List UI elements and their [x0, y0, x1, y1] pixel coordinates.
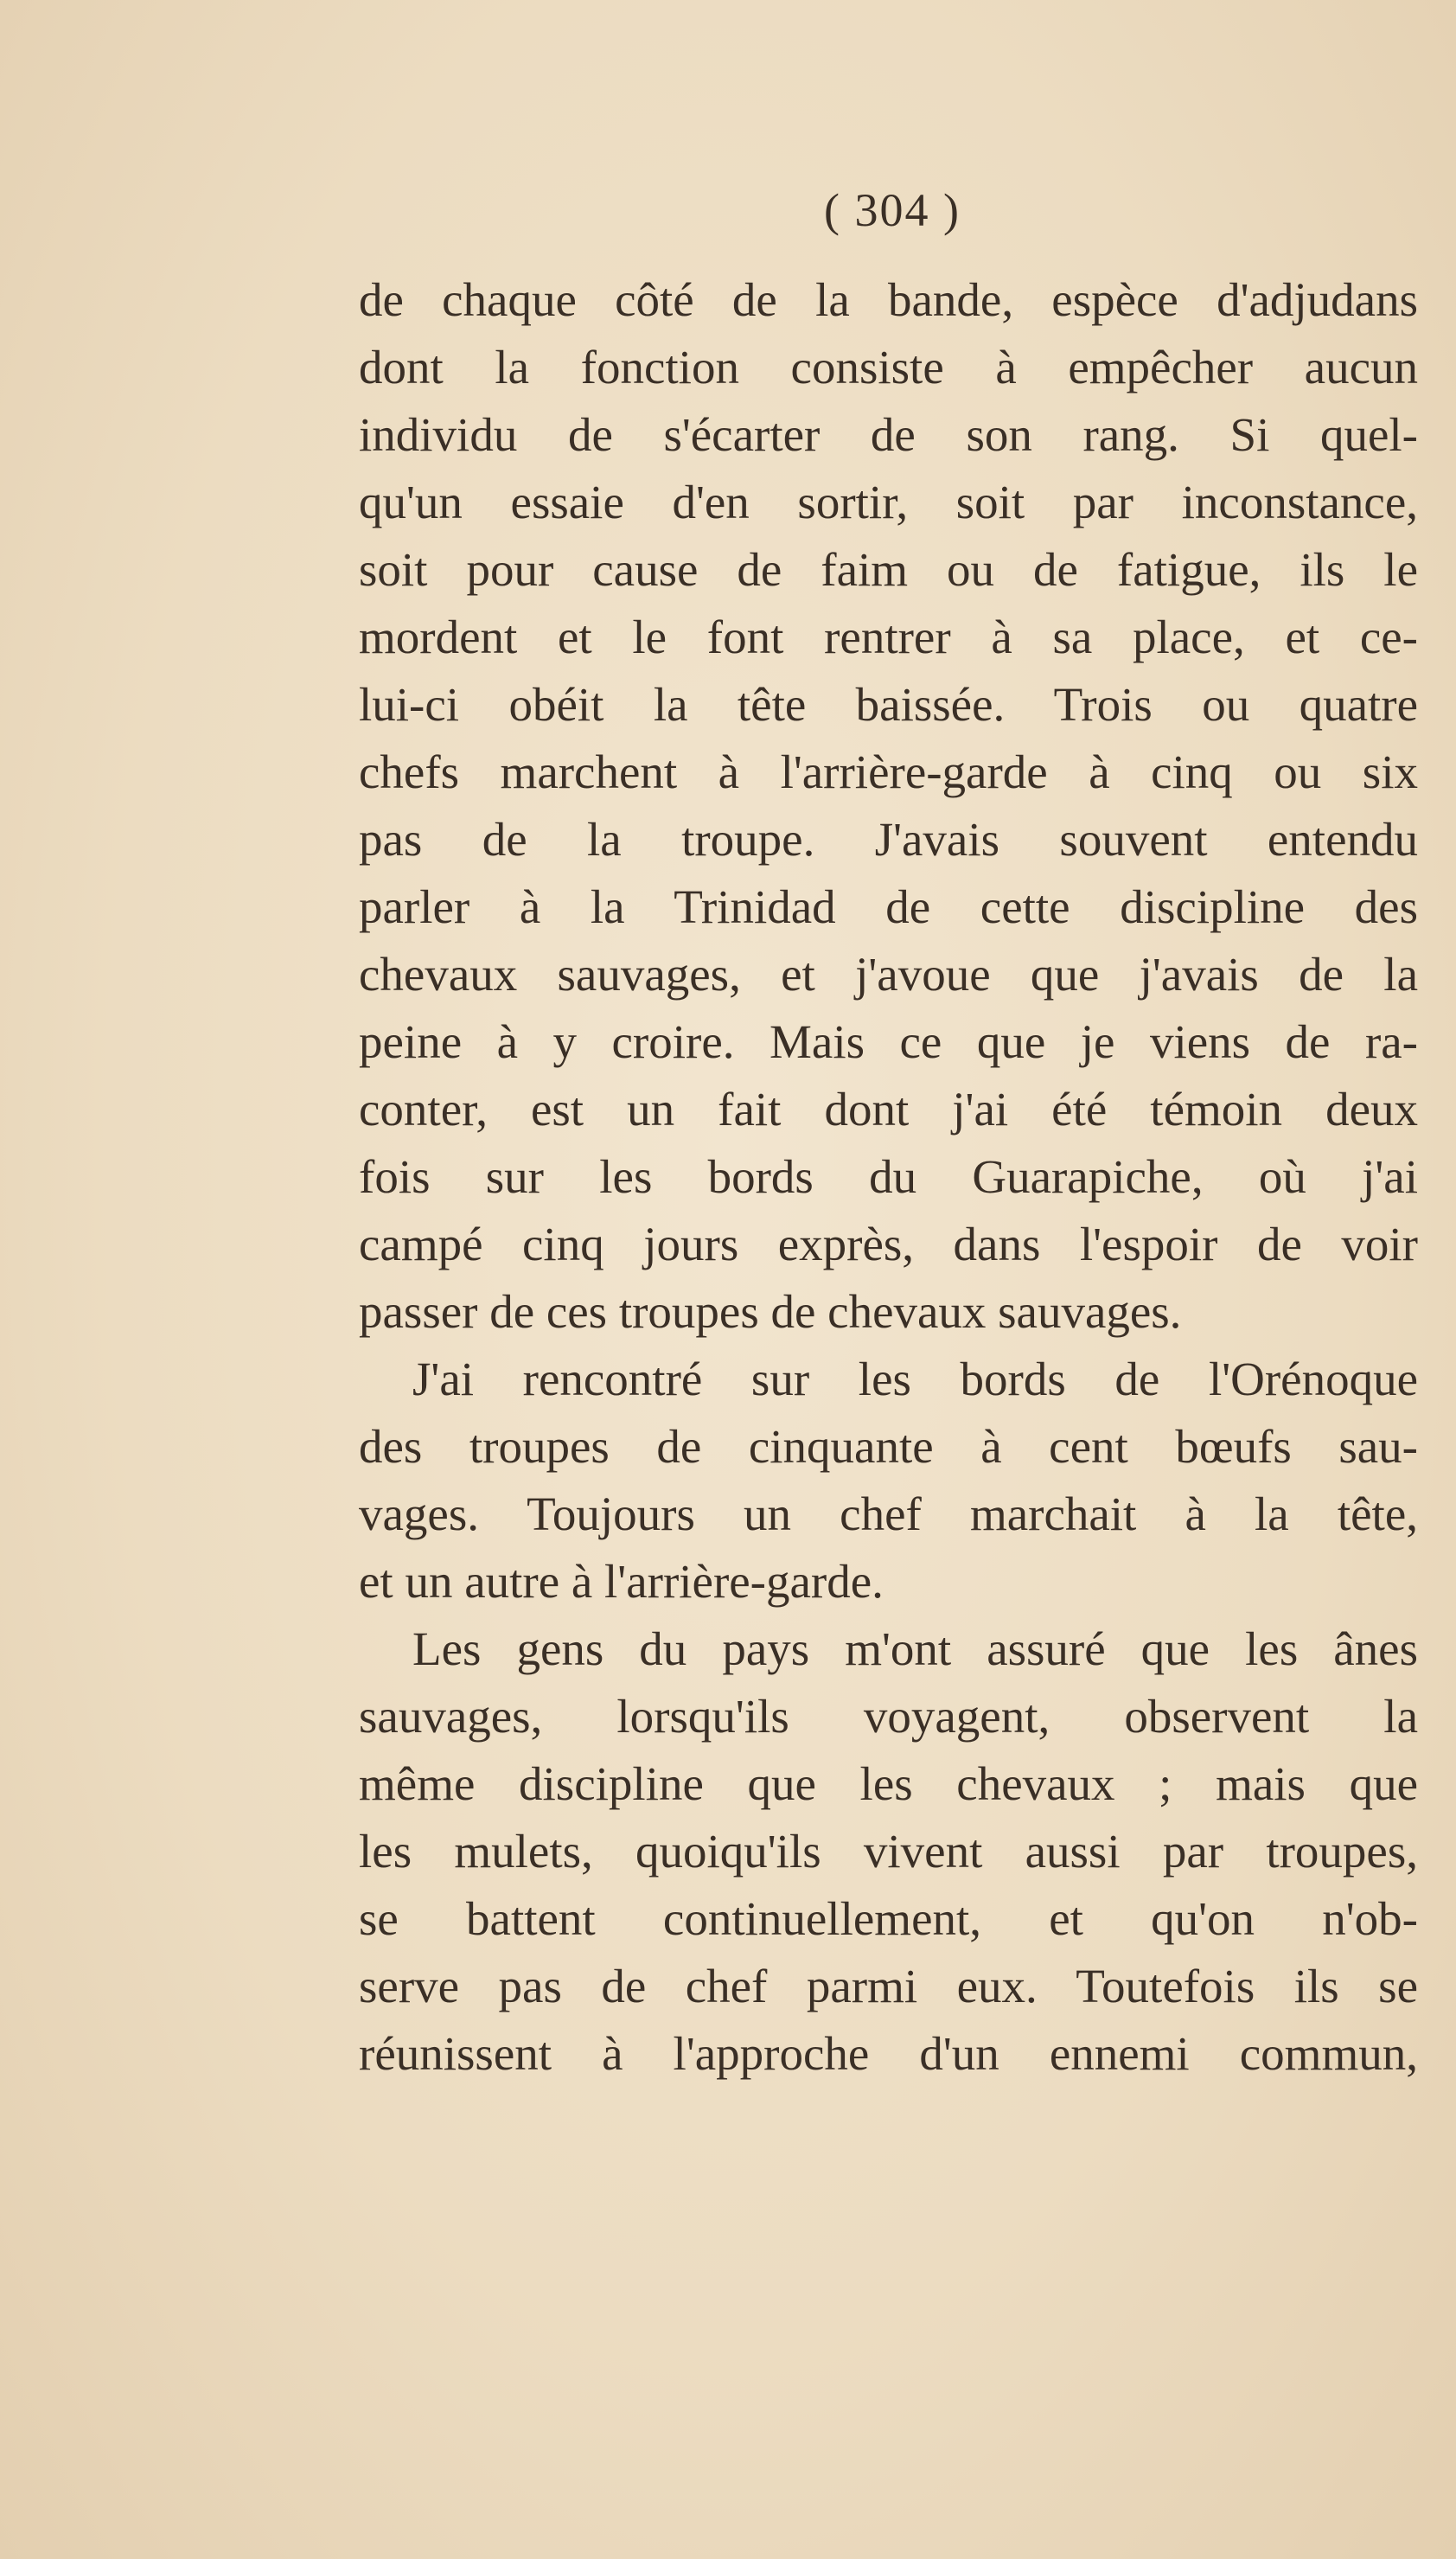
text-line: conter, est un fait dont j'ai été témoin deux	[359, 1083, 1418, 1136]
text-line: fois sur les bords du Guarapiche, où j'ai	[359, 1150, 1418, 1203]
text-line: réunissent à l'approche d'un ennemi commun,	[359, 2027, 1418, 2080]
text-line: individu de s'écarter de son rang. Si quel-	[359, 408, 1418, 461]
text-line: soit pour cause de faim ou de fatigue, ils le	[359, 543, 1418, 596]
text-line: se battent continuellement, et qu'on n'ob-	[359, 1892, 1418, 1945]
text-line: parler à la Trinidad de cette discipline des	[359, 880, 1418, 933]
text-line: sauvages, lorsqu'ils voyagent, observent la	[359, 1690, 1418, 1743]
text-line: chefs marchent à l'arrière-garde à cinq ou six	[359, 745, 1418, 798]
text-line: pas de la troupe. J'avais souvent entendu	[359, 813, 1418, 866]
body-text	[359, 266, 1418, 2088]
text-line: même discipline que les chevaux ; mais que	[359, 1757, 1418, 1810]
text-line: de chaque côté de la bande, espèce d'adjudans	[359, 273, 1418, 326]
text-line: vages. Toujours un chef marchait à la tête,	[359, 1487, 1418, 1540]
text-line: serve pas de chef parmi eux. Toutefois ils se	[359, 1960, 1418, 2012]
text-line: mordent et le font rentrer à sa place, et ce-	[359, 611, 1418, 663]
text-line: et un autre à l'arrière-garde.	[359, 1555, 884, 1608]
page-number: ( 304 )	[824, 184, 961, 236]
text-line: dont la fonction consiste à empêcher aucun	[359, 341, 1418, 393]
text-line: qu'un essaie d'en sortir, soit par inconstance,	[359, 476, 1418, 528]
paragraph-start-line: Les gens du pays m'ont assuré que les ânes	[412, 1622, 1418, 1675]
text-line: des troupes de cinquante à cent bœufs sau-	[359, 1420, 1418, 1473]
text-line: les mulets, quoiqu'ils vivent aussi par troupes,	[359, 1825, 1418, 1878]
text-line: lui-ci obéit la tête baissée. Trois ou quatre	[359, 678, 1418, 731]
text-line: passer de ces troupes de chevaux sauvages.	[359, 1285, 1182, 1338]
text-line: chevaux sauvages, et j'avoue que j'avais de la	[359, 948, 1418, 1001]
text-line: campé cinq jours exprès, dans l'espoir de voir	[359, 1218, 1418, 1270]
paragraph-start-line: J'ai rencontré sur les bords de l'Orénoque	[412, 1353, 1418, 1405]
text-line: peine à y croire. Mais ce que je viens de ra-	[359, 1015, 1418, 1068]
